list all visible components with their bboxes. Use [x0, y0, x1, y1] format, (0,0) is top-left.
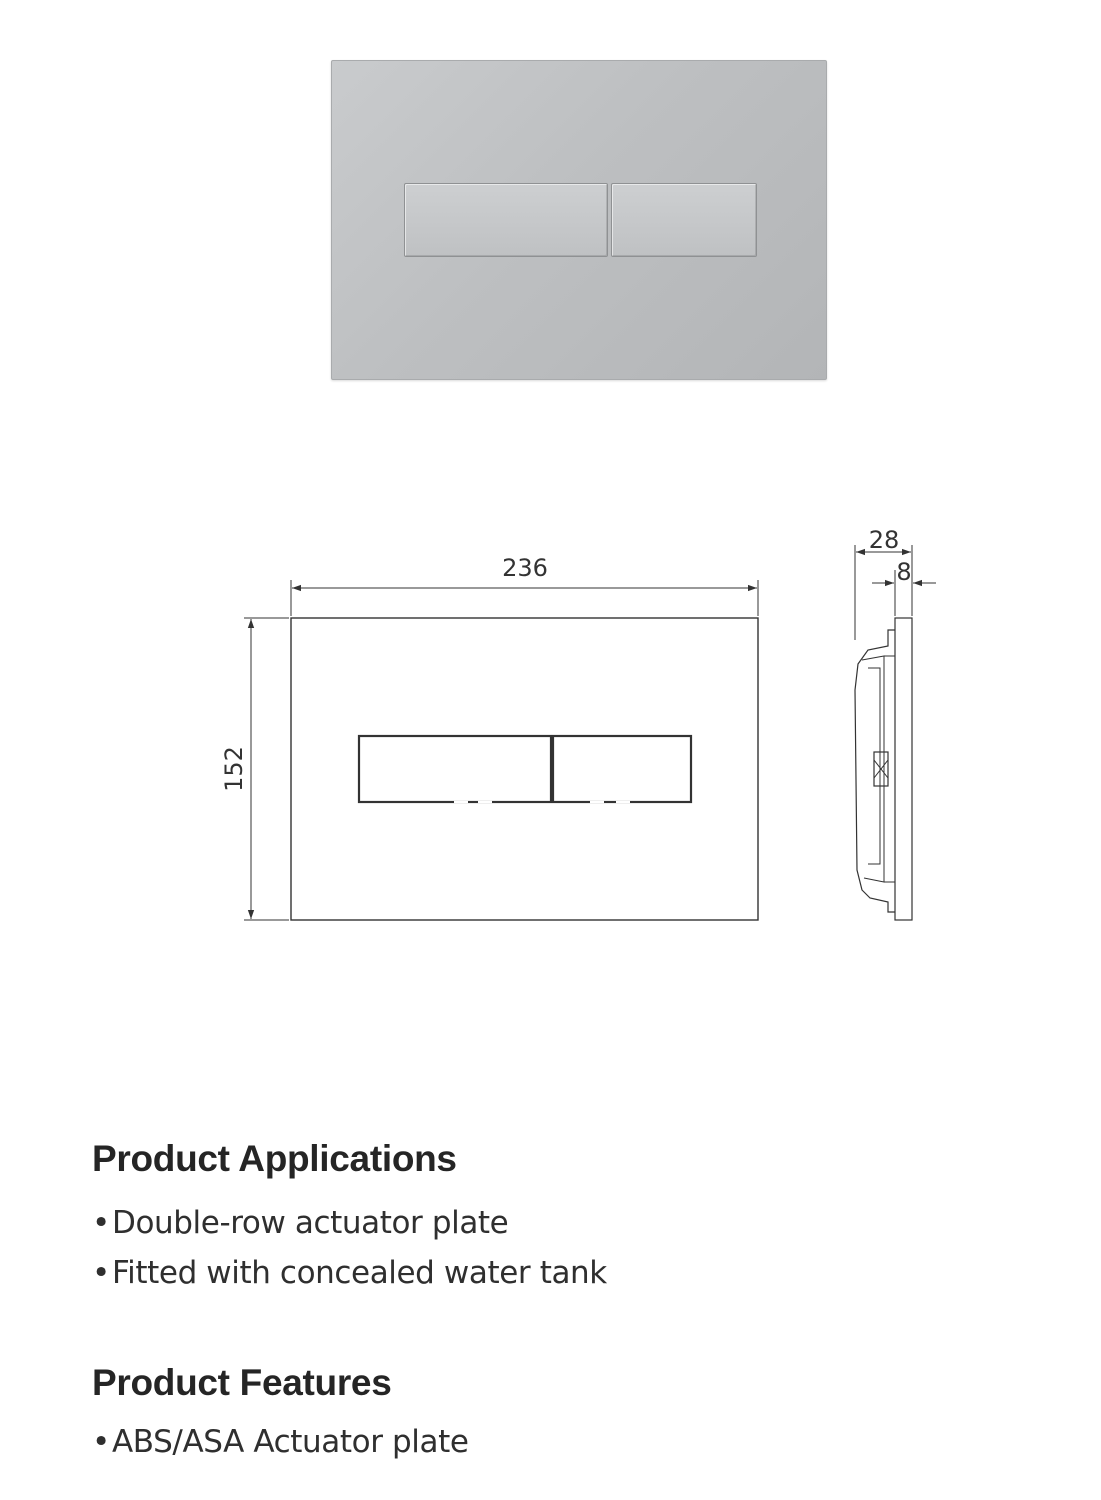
depth-label: 28	[868, 526, 900, 554]
features-heading: Product Features	[92, 1362, 392, 1403]
side-view-plate	[895, 618, 912, 920]
list-item: •Double-row actuator plate	[92, 1198, 607, 1248]
plate-thickness-label: 8	[896, 558, 912, 586]
features-list	[92, 1417, 469, 1467]
height-label: 152	[220, 746, 248, 792]
side-view-body	[855, 630, 895, 912]
front-view-button-left	[359, 736, 551, 802]
front-view-outline	[291, 618, 758, 920]
front-view	[291, 618, 758, 920]
bullet-icon: •	[92, 1424, 110, 1460]
applications-heading: Product Applications	[92, 1138, 457, 1179]
bullet-icon: •	[92, 1255, 110, 1291]
list-item: •ABS/ASA Actuator plate	[92, 1417, 469, 1467]
width-label: 236	[502, 554, 548, 582]
side-view	[855, 618, 912, 920]
list-item: •Fitted with concealed water tank	[92, 1248, 607, 1298]
bullet-icon: •	[92, 1205, 110, 1241]
front-view-button-right	[553, 736, 691, 802]
height-dimension	[244, 618, 289, 920]
width-dimension	[291, 580, 758, 616]
applications-list	[92, 1198, 607, 1298]
